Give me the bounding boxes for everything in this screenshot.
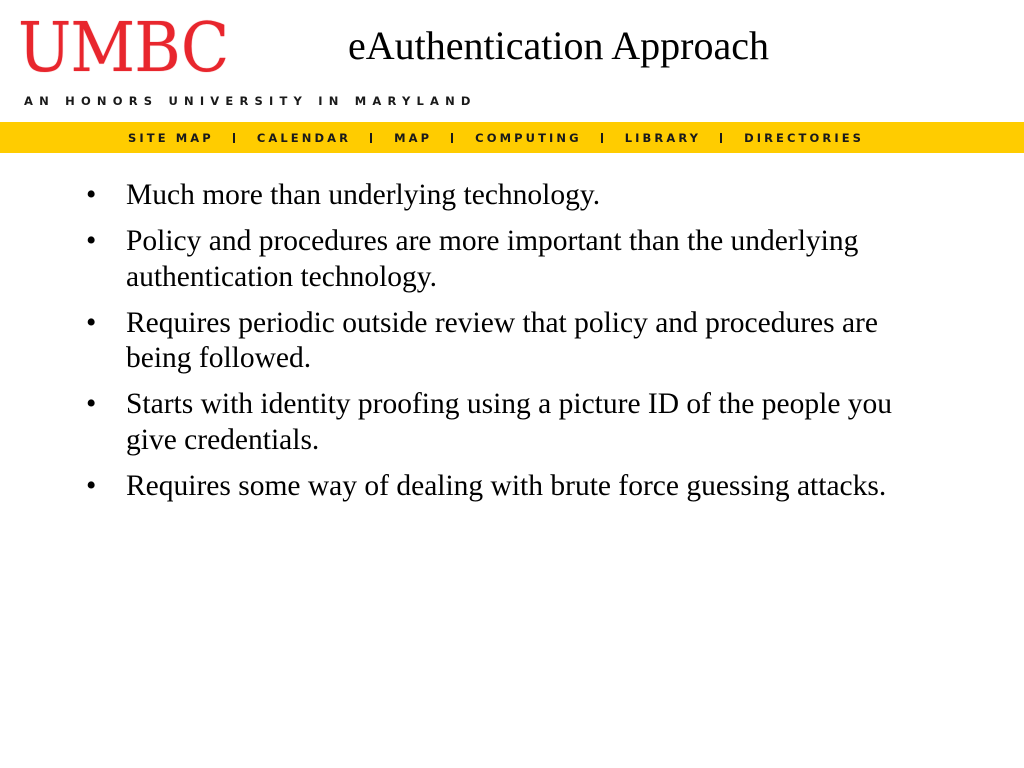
bullet-item — [86, 306, 926, 377]
nav-link-map[interactable]: MAP — [394, 130, 433, 145]
umbc-logo[interactable]: UMBC — [18, 9, 229, 88]
bullet-text: Much more than underlying technology. — [126, 179, 601, 211]
bullet-item — [86, 178, 926, 214]
bullet-text: Policy and procedures are more important than the underlying authentication technology. — [126, 225, 859, 293]
bullet-marker: • — [86, 469, 97, 502]
bullet-marker: • — [86, 225, 97, 257]
bullet-text: Starts with identity proofing using a picture ID of the people you give credentials. — [126, 388, 893, 456]
bullet-marker: • — [86, 388, 97, 420]
nav-bar — [0, 122, 1024, 153]
bullet-marker: • — [86, 306, 97, 339]
bullet-marker: • — [86, 179, 97, 211]
slide-title: eAuthentication Approach — [348, 23, 769, 68]
nav-link-computing[interactable]: COMPUTING — [475, 130, 582, 145]
bullet-item — [86, 469, 926, 505]
bullet-item — [86, 224, 926, 295]
nav-separator — [233, 133, 235, 143]
bullet-item — [86, 387, 926, 458]
nav-link-site-map[interactable]: SITE MAP — [128, 130, 214, 145]
bullet-text: Requires some way of dealing with brute force guessing attacks. — [126, 469, 887, 502]
nav-link-library[interactable]: LIBRARY — [624, 130, 702, 145]
nav-separator — [720, 133, 722, 143]
bullet-text: Requires periodic outside review that policy and procedures are being followed. — [126, 306, 878, 374]
bullet-list — [86, 178, 926, 515]
nav-separator — [601, 133, 603, 143]
nav-items — [128, 122, 864, 153]
nav-link-directories[interactable]: DIRECTORIES — [744, 130, 865, 145]
logo-tagline: AN HONORS UNIVERSITY IN MARYLAND — [24, 94, 477, 108]
nav-separator — [370, 133, 372, 143]
nav-link-calendar[interactable]: CALENDAR — [256, 130, 352, 145]
nav-separator — [451, 133, 453, 143]
